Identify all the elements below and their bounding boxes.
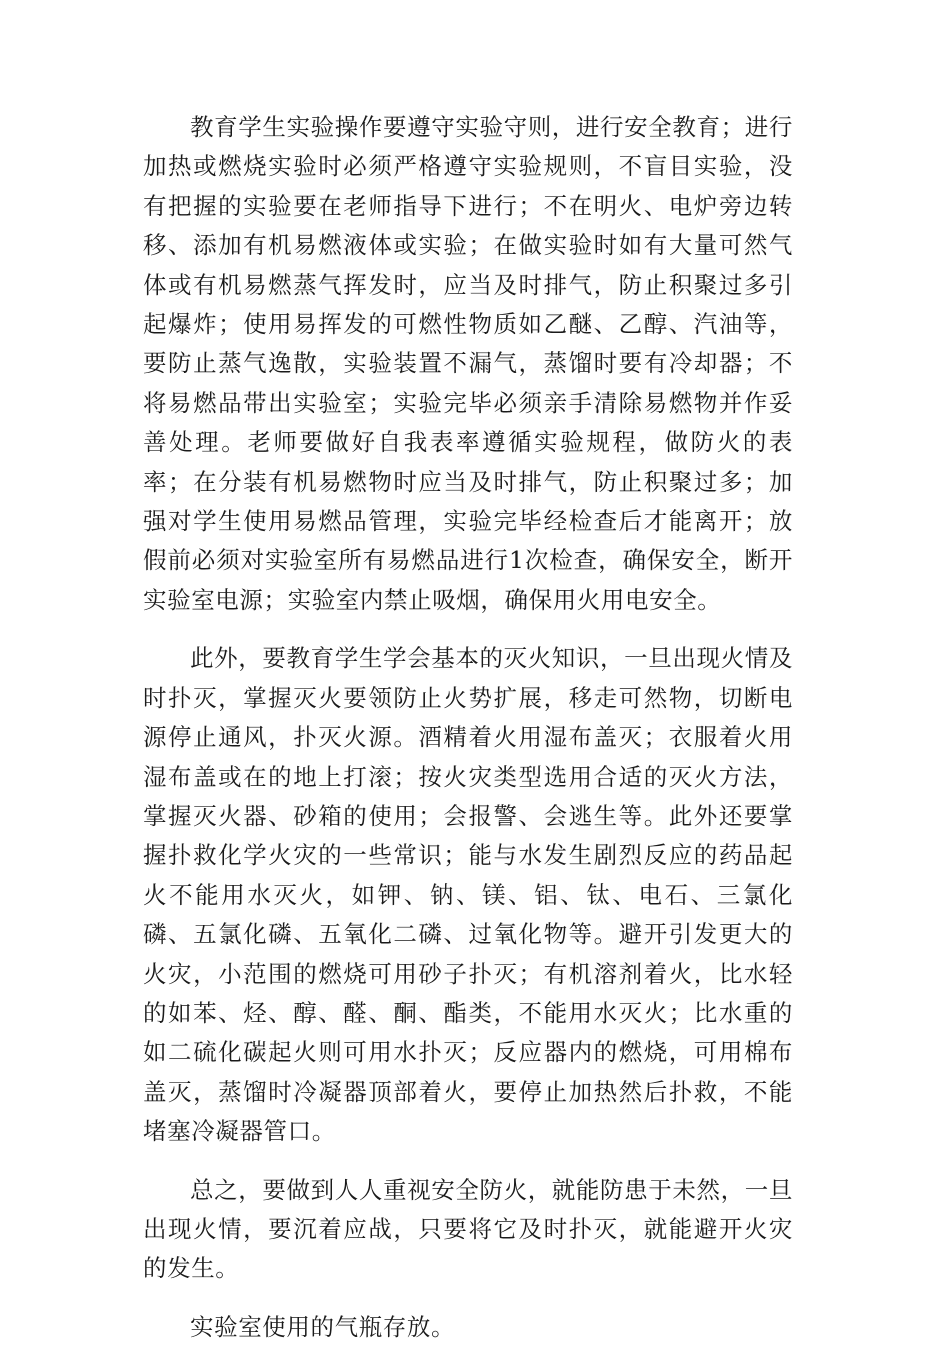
paragraph-fire-extinguishing: 此外，要教育学生学会基本的灭火知识，一旦出现火情及时扑灭，掌握灭火要领防止火势扩展，移走可然物，切断电源停止通风，扑灭火源。酒精着火用湿布盖灭；衣服着火用湿布盖或在的地上打滚；按火灾类型选用合适的灭火方法，掌握灭火器、砂箱的使用；会报警、会逃生等。此外还要掌握扑救化学火灾的一些常识；能与水发生剧烈反应的药品起火不能用水灭火，如钾、钠、镁、铝、钛、电石、三氯化磷、五氯化磷、五氧化二磷、过氧化物等。避开引发更大的火灾，小范围的燃烧可用砂子扑灭；有机溶剂着火，比水轻的如苯、烃、醇、醛、酮、酯类，不能用水灭火；比水重的如二硫化碳起火则可用水扑灭；反应器内的燃烧，可用棉布盖灭，蒸馏时冷凝器顶部着火，要停止加热然后扑救，不能堵塞冷凝器管口。 <box>143 644 793 1146</box>
paragraph-conclusion: 总之，要做到人人重视安全防火，就能防患于未然，一旦出现火情，要沉着应战，只要将它及时扑灭，就能避开火灾的发生。 <box>143 1175 793 1283</box>
document-body <box>143 108 793 1366</box>
paragraph-lab-safety-rules: 教育学生实验操作要遵守实验守则，进行安全教育；进行加热或燃烧实验时必须严格遵守实验规则，不盲目实验，没有把握的实验要在老师指导下进行；不在明火、电炉旁边转移、添加有机易燃液体或实验；在做实验时如有大量可然气体或有机易燃蒸气挥发时，应当及时排气，防止积聚过多引起爆炸；使用易挥发的可燃性物质如乙醚、乙醇、汽油等，要防止蒸气逸散，实验装置不漏气，蒸馏时要有冷却器；不将易燃品带出实验室；实验完毕必须亲手清除易燃物并作妥善处理。老师要做好自我表率遵循实验规程，做防火的表率；在分装有机易燃物时应当及时排气，防止积聚过多；加强对学生使用易燃品管理，实验完毕经检查后才能离开；放假前必须对实验室所有易燃品进行1次检查，确保安全，断开实验室电源；实验室内禁止吸烟，确保用火用电安全。 <box>143 113 793 614</box>
paragraph-gas-cylinder-storage: 实验室使用的气瓶存放。 <box>190 1312 456 1341</box>
